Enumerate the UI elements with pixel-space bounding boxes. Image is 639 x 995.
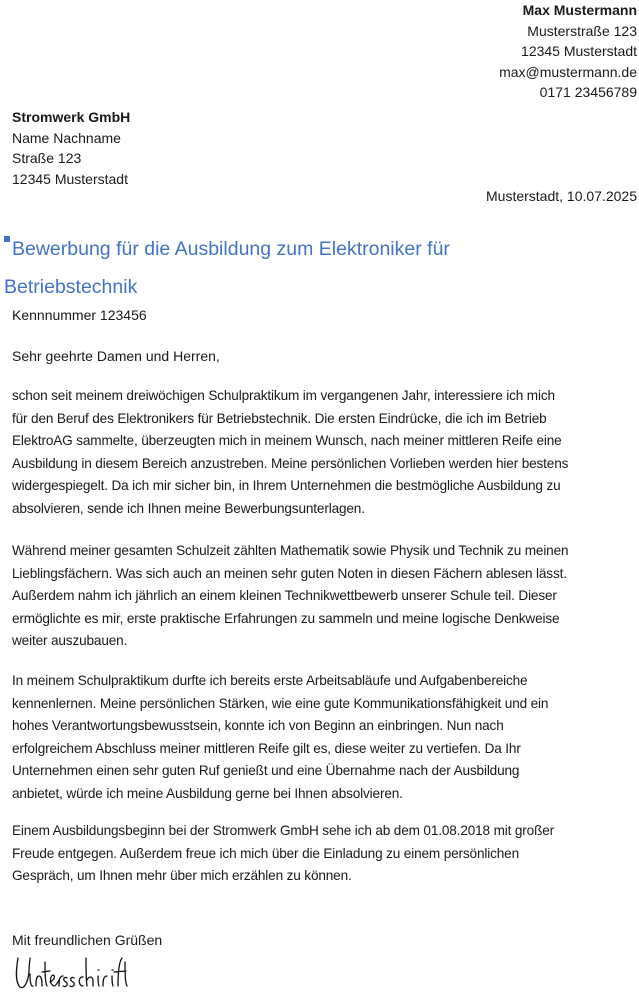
paragraph-line: In meinem Schulpraktikum durfte ich bereits erste Arbeitsabläufe und Aufgabenbereiche: [12, 673, 528, 688]
paragraph-line: absolvieren, sende ich Ihnen meine Bewerbungsunterlagen.: [12, 500, 365, 516]
paragraph-line: anbietet, würde ich meine Ausbildung gerne bei Ihnen absolvieren.: [12, 785, 403, 801]
paragraph-line: Gespräch, um Ihnen mehr über mich erzählen zu können.: [12, 868, 352, 884]
subject-heading: [4, 230, 624, 306]
body-paragraph-1: [12, 385, 634, 521]
sender-phone: 0171 23456789: [539, 84, 637, 100]
paragraph-line: erfolgreichem Abschluss meiner mittleren Reife gilt es, diese weiter zu vertiefen. Da Ihr: [12, 740, 521, 756]
paragraph-line: Während meiner gesamten Schulzeit zählten Mathematik sowie Physik und Technik zu meinen: [12, 543, 569, 558]
sender-street: Musterstraße 123: [527, 22, 637, 39]
subject-line-1: Bewerbung für die Ausbildung zum Elektroniker für: [12, 238, 450, 260]
paragraph-line: ElektroAG sammelte, überzeugten mich in meinem Wunsch, nach meiner mittleren Reife eine: [12, 433, 562, 449]
paragraph-line: Lieblingsfächern. Was sich auch an meinen sehr guten Noten in diesen Fächern ablesen lässt.: [12, 565, 567, 581]
recipient-street: Straße 123: [12, 150, 82, 166]
body-paragraph-2: [12, 540, 634, 653]
subject-line-2: Betriebstechnik: [4, 276, 138, 298]
closing-phrase: Mit freundlichen Grüßen: [12, 932, 163, 948]
body-paragraph-4: [12, 820, 634, 888]
paragraph-line: Unternehmen einen sehr guten Ruf genießt und eine Übernahme nach der Ausbildung: [12, 763, 520, 779]
paragraph-line: widergespiegelt. Da ich mir sicher bin, in Ihrem Unternehmen die bestmögliche Ausbildung zu: [12, 478, 561, 494]
paragraph-line: Einem Ausbildungsbeginn bei der Stromwerk GmbH sehe ich ab dem 01.08.2018 mit großer: [12, 823, 555, 838]
paragraph-line: Ausbildung in diesem Bereich anzustreben. Meine persönlichen Vorlieben werden hier bestens: [12, 455, 569, 471]
paragraph-line: ermöglichte es mir, erste praktische Erfahrungen zu sammeln und meine logische Denkweise: [12, 610, 560, 626]
paragraph-line: für den Beruf des Elektronikers für Betriebstechnik. Die ersten Eindrücke, die ich im Betrieb: [12, 410, 547, 426]
sender-city: 12345 Musterstadt: [521, 43, 637, 59]
letter-date: Musterstadt, 10.07.2025: [486, 188, 637, 204]
recipient-address-block: [12, 107, 130, 189]
heading-marker-icon: [4, 236, 10, 242]
recipient-company: Stromwerk GmbH: [12, 109, 131, 125]
sender-email: max@mustermann.de: [499, 63, 637, 80]
paragraph-line: Freude entgegen. Außerdem freue ich mich über die Einladung zu einem persönlichen: [12, 845, 519, 861]
paragraph-line: schon seit meinem dreiwöchigen Schulpraktikum im vergangenen Jahr, interessiere ich mich: [12, 388, 555, 403]
paragraph-line: kennenlernen. Meine persönlichen Stärken, wie eine gute Kommunikationsfähigkeit und ein: [12, 695, 549, 711]
salutation: Sehr geehrte Damen und Herren,: [12, 348, 220, 364]
paragraph-line: hohes Verantwortungsbewusstsein, konnte ich von Beginn an einbringen. Nun nach: [12, 718, 504, 734]
paragraph-line: Außerdem nahm ich jährlich an einem kleinen Technikwettbewerb unserer Schule teil. Dieser: [12, 588, 557, 604]
sender-address-block: [499, 0, 637, 103]
recipient-city: 12345 Musterstadt: [12, 170, 128, 187]
paragraph-line: weiter auszubauen.: [12, 633, 128, 649]
body-paragraph-3: [12, 670, 634, 806]
reference-number: Kennnummer 123456: [12, 307, 147, 323]
signature-image: [12, 952, 132, 994]
recipient-contact: Name Nachname: [12, 129, 121, 146]
sender-name: Max Mustermann: [522, 2, 637, 18]
